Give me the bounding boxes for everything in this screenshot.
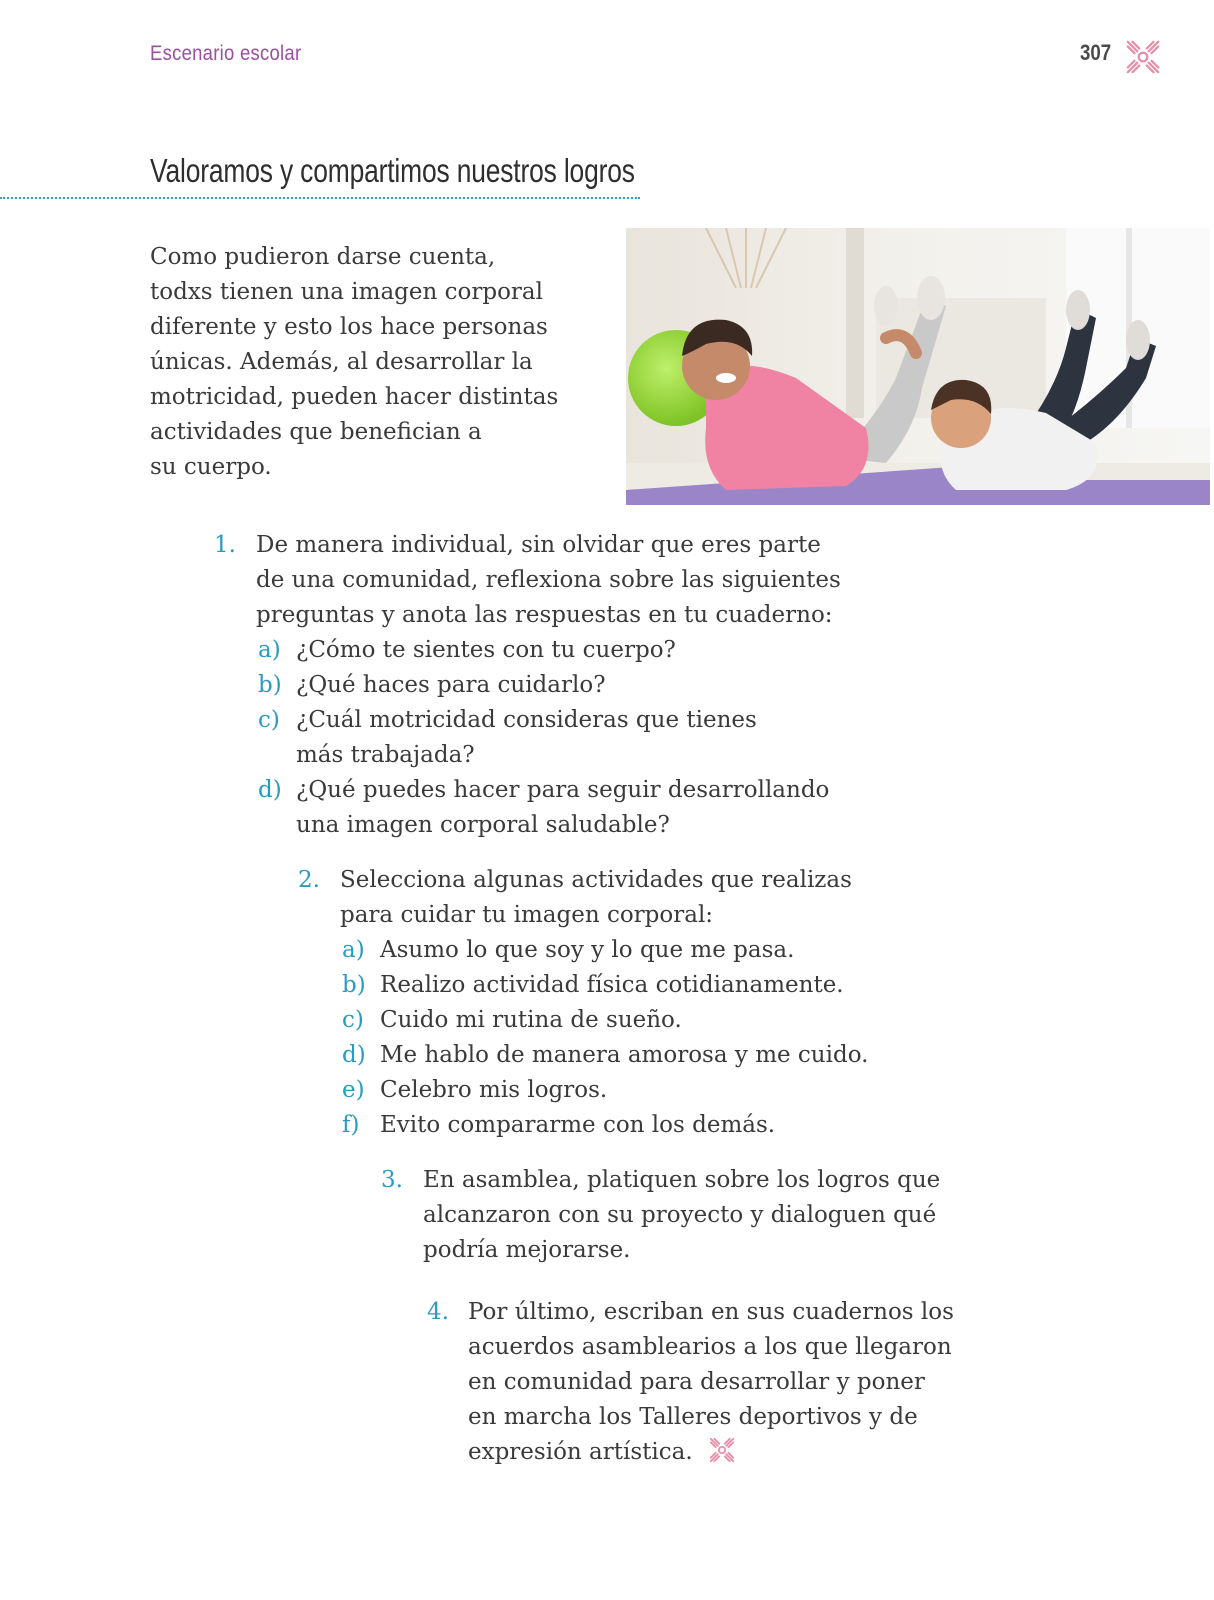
subitem-letter: d)	[342, 1042, 366, 1068]
subitem-text: Realizo actividad física cotidianamente.	[380, 972, 844, 998]
subitem-letter: c)	[258, 707, 280, 733]
section-label: Escenario escolar	[150, 42, 302, 65]
item-number: 1.	[214, 532, 236, 558]
item-text-line: expresión artística.	[468, 1439, 693, 1465]
item-number: 2.	[298, 867, 320, 893]
intro-line: todxs tienen una imagen corporal	[150, 279, 543, 305]
item-text-line: para cuidar tu imagen corporal:	[340, 902, 714, 928]
subitem-letter: b)	[342, 972, 366, 998]
subitem-text: ¿Qué puedes hacer para seguir desarrollando	[296, 777, 830, 803]
item-number: 4.	[427, 1299, 449, 1325]
intro-line: motricidad, pueden hacer distintas	[150, 384, 559, 410]
subitem-text: ¿Qué haces para cuidarlo?	[296, 672, 606, 698]
title-divider	[0, 197, 640, 199]
item-text-line: En asamblea, platiquen sobre los logros que	[423, 1167, 941, 1193]
decorative-emblem-icon	[1124, 38, 1162, 76]
subitem-text: Cuido mi rutina de sueño.	[380, 1007, 682, 1033]
item-text-line: en marcha los Talleres deportivos y de	[468, 1404, 918, 1430]
item-text-last-line	[468, 1435, 736, 1470]
subitem-text: Me hablo de manera amorosa y me cuido.	[380, 1042, 869, 1068]
subitem-letter: f)	[342, 1112, 360, 1138]
subitem-letter: e)	[342, 1077, 365, 1103]
intro-line: únicas. Además, al desarrollar la	[150, 349, 533, 375]
page-number: 307	[1080, 40, 1112, 65]
item-text-line: en comunidad para desarrollar y poner	[468, 1369, 925, 1395]
subitem-letter: c)	[342, 1007, 364, 1033]
item-text-line: de una comunidad, reflexiona sobre las siguientes	[256, 567, 841, 593]
intro-line: diferente y esto los hace personas	[150, 314, 548, 340]
intro-line: Como pudieron darse cuenta,	[150, 244, 496, 270]
item-text-line: Por último, escriban en sus cuadernos los	[468, 1299, 954, 1325]
subitem-text: más trabajada?	[296, 742, 475, 768]
subitem-text: Asumo lo que soy y lo que me pasa.	[380, 937, 795, 963]
subitem-text: Celebro mis logros.	[380, 1077, 608, 1103]
item-text-line: De manera individual, sin olvidar que eres parte	[256, 532, 821, 558]
intro-paragraph	[150, 240, 600, 485]
subitem-letter: b)	[258, 672, 282, 698]
yoga-photo	[626, 228, 1210, 505]
page-title: Valoramos y compartimos nuestros logros	[150, 152, 635, 189]
intro-line: su cuerpo.	[150, 454, 272, 480]
subitem-text: ¿Cómo te sientes con tu cuerpo?	[296, 637, 676, 663]
subitem-letter: a)	[258, 637, 281, 663]
subitem-text: una imagen corporal saludable?	[296, 812, 670, 838]
subitem-text: Evito compararme con los demás.	[380, 1112, 776, 1138]
intro-line: actividades que benefician a	[150, 419, 482, 445]
item-text-line: podría mejorarse.	[423, 1237, 631, 1263]
subitem-letter: a)	[342, 937, 365, 963]
item-text-line: alcanzaron con su proyecto y dialoguen qué	[423, 1202, 937, 1228]
item-text-line: acuerdos asamblearios a los que llegaron	[468, 1334, 952, 1360]
subitem-letter: d)	[258, 777, 282, 803]
item-text-line: Selecciona algunas actividades que realizas	[340, 867, 852, 893]
subitem-text: ¿Cuál motricidad consideras que tienes	[296, 707, 757, 733]
item-text-line: preguntas y anota las respuestas en tu cuaderno:	[256, 602, 833, 628]
item-number: 3.	[381, 1167, 403, 1193]
decorative-emblem-icon	[708, 1436, 736, 1464]
